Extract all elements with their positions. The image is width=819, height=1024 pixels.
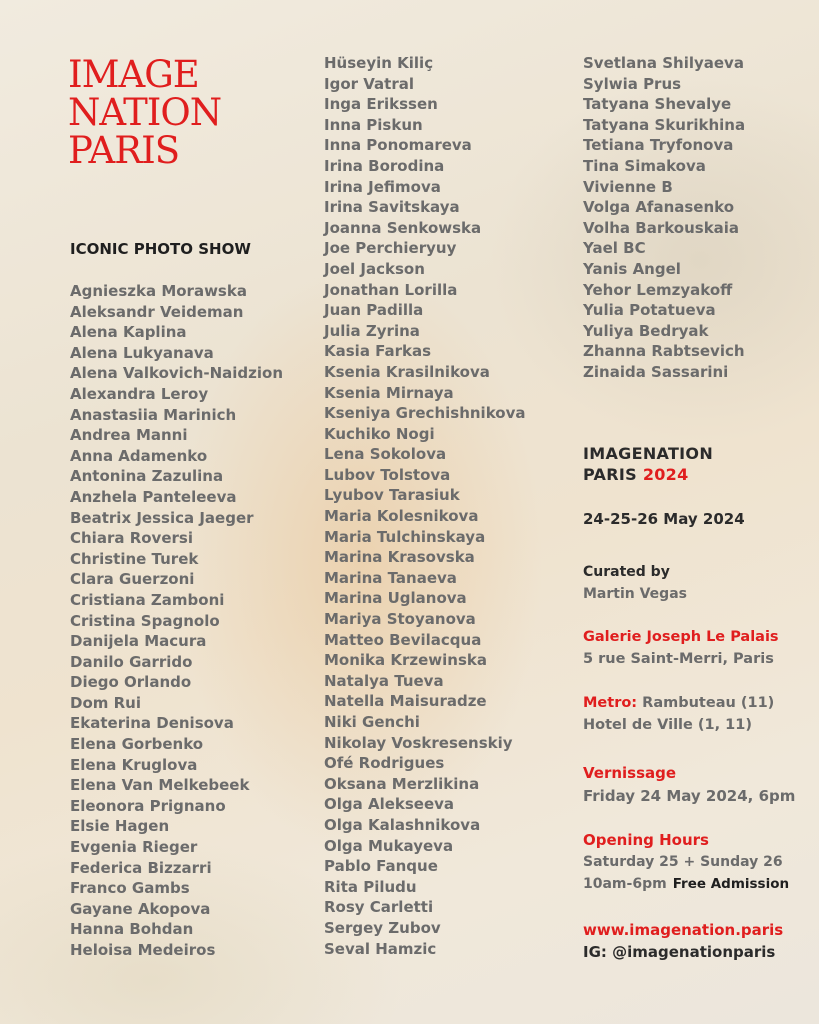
artist-name: Franco Gambs <box>70 879 190 898</box>
artist-name: Irina Savitskaya <box>324 198 460 217</box>
artist-name: Joanna Senkowska <box>324 218 482 237</box>
artist-name: Kseniya Grechishnikova <box>324 404 526 423</box>
artist-name: Lyubov Tarasiuk <box>324 486 460 505</box>
artist-name: Ksenia Krasilnikova <box>324 362 490 381</box>
artist-name: Hüseyin Kiliç <box>324 54 434 72</box>
curator-block <box>583 561 687 605</box>
artist-name: Alena Lukyanava <box>70 343 214 362</box>
artist-name: Beatrix Jessica Jaeger <box>70 508 254 527</box>
artist-name: Seval Hamzic <box>324 939 437 958</box>
artist-name: Anastasiia Marinich <box>70 405 237 424</box>
artist-name: Federica Bizzarri <box>70 858 212 877</box>
opening-time: 10am-6pm <box>583 876 667 892</box>
artist-name: Elena Kruglova <box>70 755 198 774</box>
artist-name: Elena Van Melkebeek <box>70 776 250 795</box>
artist-name: Tatyana Shevalye <box>583 95 732 114</box>
free-admission: Free Admission <box>672 876 790 892</box>
artist-name: Volha Barkouskaia <box>583 218 740 237</box>
artist-name: Danilo Garrido <box>70 652 193 671</box>
metro-block <box>583 692 774 736</box>
artist-list-column-3 <box>583 53 745 383</box>
artist-name: Volga Afanasenko <box>583 198 735 217</box>
artist-name: Niki Genchi <box>324 713 420 731</box>
metro-line-2: Hotel de Ville (1, 11) <box>583 717 752 733</box>
metro-line-1: Rambuteau (11) <box>642 695 775 711</box>
artist-name: Evgenia Rieger <box>70 838 198 857</box>
artist-name: Andrea Manni <box>70 426 188 445</box>
artist-name: Hanna Bohdan <box>70 920 194 939</box>
artist-name: Tatyana Skurikhina <box>583 115 746 134</box>
artist-name: Dom Rui <box>70 693 141 712</box>
artist-name: Maria Kolesnikova <box>324 507 479 526</box>
artist-list-column-2 <box>324 53 525 959</box>
artist-name: Marina Krasovska <box>324 548 475 567</box>
curated-label: Curated by <box>583 564 670 580</box>
event-dates: 24-25-26 May 2024 <box>583 510 745 528</box>
artist-name: Olga Kalashnikova <box>324 815 481 834</box>
artist-name: Marina Uglanova <box>324 589 467 608</box>
logo-line-image: IMAGE <box>68 53 199 96</box>
artist-name: Tina Simakova <box>583 156 706 175</box>
artist-name: Yulia Potatueva <box>583 301 716 320</box>
artist-name: Elena Gorbenko <box>70 735 204 754</box>
opening-hours-block <box>583 829 789 895</box>
artist-name: Alena Valkovich-Naidzion <box>70 364 284 383</box>
artist-name: Zinaida Sassarini <box>583 362 729 381</box>
artist-name: Maria Tulchinskaya <box>324 527 486 546</box>
artist-name: Sylwia Prus <box>583 74 682 93</box>
artist-name: Irina Jefimova <box>324 177 441 196</box>
artist-name: Yehor Lemzyakoff <box>583 280 733 299</box>
website-link[interactable]: www.imagenation.paris <box>583 921 784 939</box>
artist-name: Yanis Angel <box>583 259 681 278</box>
artist-name: Cristiana Zamboni <box>70 590 225 609</box>
artist-name: Olga Alekseeva <box>324 795 455 814</box>
artist-name: Cristina Spagnolo <box>70 611 220 630</box>
artist-name: Jonathan Lorilla <box>324 280 458 299</box>
artist-name: Ksenia Mirnaya <box>324 383 454 402</box>
artist-name: Rosy Carletti <box>324 898 434 917</box>
artist-name: Anzhela Panteleeva <box>70 487 237 506</box>
artist-name: Gayane Akopova <box>70 899 211 918</box>
artist-name: Alexandra Leroy <box>70 384 209 403</box>
artist-name: Kuchiko Nogi <box>324 424 435 443</box>
metro-label: Metro: <box>583 695 638 711</box>
artist-name: Mariya Stoyanova <box>324 610 476 629</box>
logo-line-nation: NATION <box>68 91 222 134</box>
artist-name: Joe Perchieryuy <box>324 239 457 258</box>
artist-name: Inna Ponomareva <box>324 136 472 155</box>
contact-block <box>583 919 783 963</box>
artist-name: Christine Turek <box>70 549 199 568</box>
artist-name: Lubov Tolstova <box>324 465 451 484</box>
artist-name: Inna Piskun <box>324 115 423 134</box>
artist-name: Aleksandr Veideman <box>70 302 244 321</box>
artist-name: Svetlana Shilyaeva <box>583 54 744 72</box>
artist-name: Rita Piludu <box>324 877 417 896</box>
artist-name: Ekaterina Denisova <box>70 714 234 733</box>
event-title <box>583 443 713 485</box>
imagenation-logo <box>68 53 222 172</box>
artist-name: Alena Kaplina <box>70 323 187 342</box>
artist-name: Vivienne B <box>583 177 673 196</box>
artist-name: Sergey Zubov <box>324 918 441 937</box>
artist-name: Yuliya Bedryak <box>583 321 709 340</box>
event-title-line2: PARIS <box>583 465 637 484</box>
artist-name: Elsie Hagen <box>70 817 170 836</box>
gallery-address: 5 rue Saint-Merri, Paris <box>583 651 774 667</box>
artist-name: Natalya Tueva <box>324 671 444 690</box>
artist-name: Antonina Zazulina <box>70 467 224 486</box>
artist-name: Heloisa Medeiros <box>70 941 216 959</box>
artist-name: Anna Adamenko <box>70 446 208 465</box>
artist-name: Clara Guerzoni <box>70 570 195 589</box>
event-year: 2024 <box>642 465 689 484</box>
artist-name: Diego Orlando <box>70 673 192 692</box>
artist-name: Agnieszka Morawska <box>70 282 247 300</box>
artist-name: Eleonora Prignano <box>70 796 226 815</box>
artist-name: Matteo Bevilacqua <box>324 630 482 649</box>
artist-name: Juan Padilla <box>324 301 424 320</box>
artist-name: Danijela Macura <box>70 632 207 651</box>
artist-name: Igor Vatral <box>324 74 414 93</box>
opening-hours-label: Opening Hours <box>583 831 709 849</box>
opening-days: Saturday 25 + Sunday 26 <box>583 854 783 870</box>
artist-name: Joel Jackson <box>324 259 425 278</box>
event-title-line1: IMAGENATION <box>583 444 714 463</box>
artist-name: Monika Krzewinska <box>324 651 488 670</box>
artist-name: Ofé Rodrigues <box>324 754 445 773</box>
artist-name: Lena Sokolova <box>324 445 447 464</box>
artist-name: Oksana Merzlikina <box>324 774 480 793</box>
artist-name: Olga Mukayeva <box>324 836 454 855</box>
artist-name: Julia Zyrina <box>324 321 420 340</box>
artist-name: Natella Maisuradze <box>324 692 487 711</box>
artist-name: Marina Tanaeva <box>324 568 457 587</box>
vernissage-label: Vernissage <box>583 764 677 782</box>
artist-name: Pablo Fanque <box>324 857 438 876</box>
logo-line-paris: PARIS <box>68 129 180 172</box>
artist-name: Zhanna Rabtsevich <box>583 342 745 361</box>
artist-name: Irina Borodina <box>324 156 445 175</box>
show-title: ICONIC PHOTO SHOW <box>70 240 251 258</box>
artist-name: Inga Erikssen <box>324 95 438 114</box>
artist-name: Nikolay Voskresenskiy <box>324 733 513 752</box>
gallery-name: Galerie Joseph Le Palais <box>583 629 779 645</box>
artist-name: Kasia Farkas <box>324 342 432 361</box>
artist-name: Chiara Roversi <box>70 529 193 548</box>
artist-list-column-1 <box>70 281 283 961</box>
gallery-block <box>583 626 779 670</box>
vernissage-block <box>583 762 795 808</box>
curator-name: Martin Vegas <box>583 586 687 602</box>
instagram-handle[interactable]: IG: @imagenationparis <box>583 943 776 961</box>
artist-name: Tetiana Tryfonova <box>583 136 734 155</box>
artist-name: Yael BC <box>583 239 646 258</box>
vernissage-time: Friday 24 May 2024, 6pm <box>583 787 796 805</box>
